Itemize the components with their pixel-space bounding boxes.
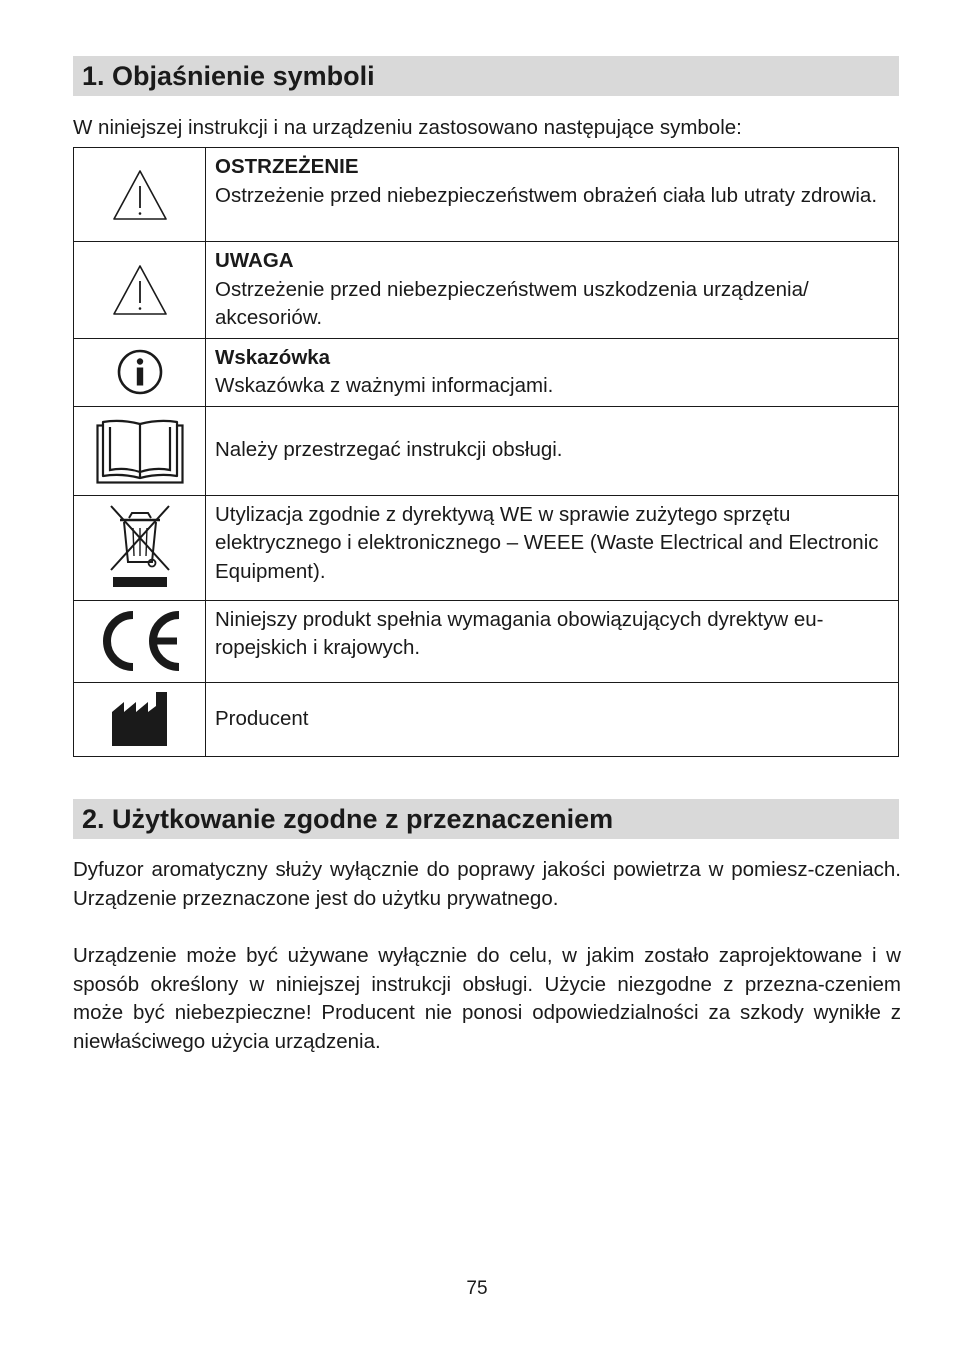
description-cell (206, 338, 899, 406)
section-2-paragraph-2: Urządzenie może być używane wyłącznie do celu, w jakim zostało zaprojektowane i w sposób określony w niniejszej instrukcji obsługi. Użycie niezgodne z przezna-czeniem może być niebezpieczne! Producent nie ponosi odpowiedzialności za szkody wynikłe z niewłaściwego użycia urządzenia. (73, 944, 901, 1053)
section-1-intro: W niniejszej instrukcji i na urządzeniu zastosowano następujące symbole: (73, 116, 742, 139)
caution-label: UWAGA (215, 249, 294, 272)
symbol-cell (74, 338, 206, 406)
ce-text: Niniejszy produkt spełnia wymagania obowiązujących dyrektyw eu-ropejskich i krajowych. (215, 607, 824, 659)
description-cell (206, 600, 899, 682)
description-cell (206, 495, 899, 600)
symbol-cell (74, 600, 206, 682)
table-row (74, 148, 899, 242)
page-number: 75 (466, 1278, 488, 1299)
warning-triangle-icon (111, 263, 169, 317)
table-row (74, 682, 899, 756)
weee-text: Utylizacja zgodnie z dyrektywą WE w sprawie zużytego sprzętu elektrycznego i elektronicznego – WEEE (Waste Electrical and Electronic Equipment). (215, 502, 879, 583)
symbol-cell (74, 682, 206, 756)
table-row (74, 338, 899, 406)
table-row (74, 495, 899, 600)
manual-book-icon (96, 418, 184, 484)
section-2-heading: 2. Użytkowanie zgodne z przeznaczeniem (73, 799, 899, 839)
table-row (74, 242, 899, 339)
section-2-paragraph-1: Dyfuzor aromatyczny służy wyłącznie do poprawy jakości powietrza w pomiesz-czeniach. Urządzenie przeznaczone jest do użytku prywatnego. (73, 858, 901, 910)
symbol-cell (74, 406, 206, 495)
warning-label: OSTRZEŻENIE (215, 155, 359, 178)
symbol-cell (74, 495, 206, 600)
hint-text: Wskazówka z ważnymi informacjami. (215, 374, 554, 397)
hint-label: Wskazówka (215, 345, 331, 369)
symbol-cell (74, 148, 206, 242)
manufacturer-factory-icon (111, 690, 169, 748)
section-1-heading: 1. Objaśnienie symboli (73, 56, 899, 96)
manual-text: Należy przestrzegać instrukcji obsługi. (215, 438, 563, 462)
caution-text: Ostrzeżenie przed niebezpieczeństwem uszkodzenia urządzenia/ akcesoriów. (215, 277, 809, 329)
table-row (74, 406, 899, 495)
warning-text: Ostrzeżenie przed niebezpieczeństwem obrażeń ciała lub utraty zdrowia. (215, 183, 878, 207)
description-cell (206, 406, 899, 495)
description-cell (206, 242, 899, 339)
symbols-table (73, 147, 899, 757)
warning-triangle-icon (111, 168, 169, 222)
weee-crossed-bin-icon (107, 504, 173, 592)
description-cell (206, 682, 899, 756)
table-row (74, 600, 899, 682)
info-icon (116, 348, 164, 396)
symbol-cell (74, 242, 206, 339)
ce-mark-icon (95, 609, 185, 673)
description-cell (206, 148, 899, 242)
manufacturer-text: Producent (215, 706, 309, 730)
